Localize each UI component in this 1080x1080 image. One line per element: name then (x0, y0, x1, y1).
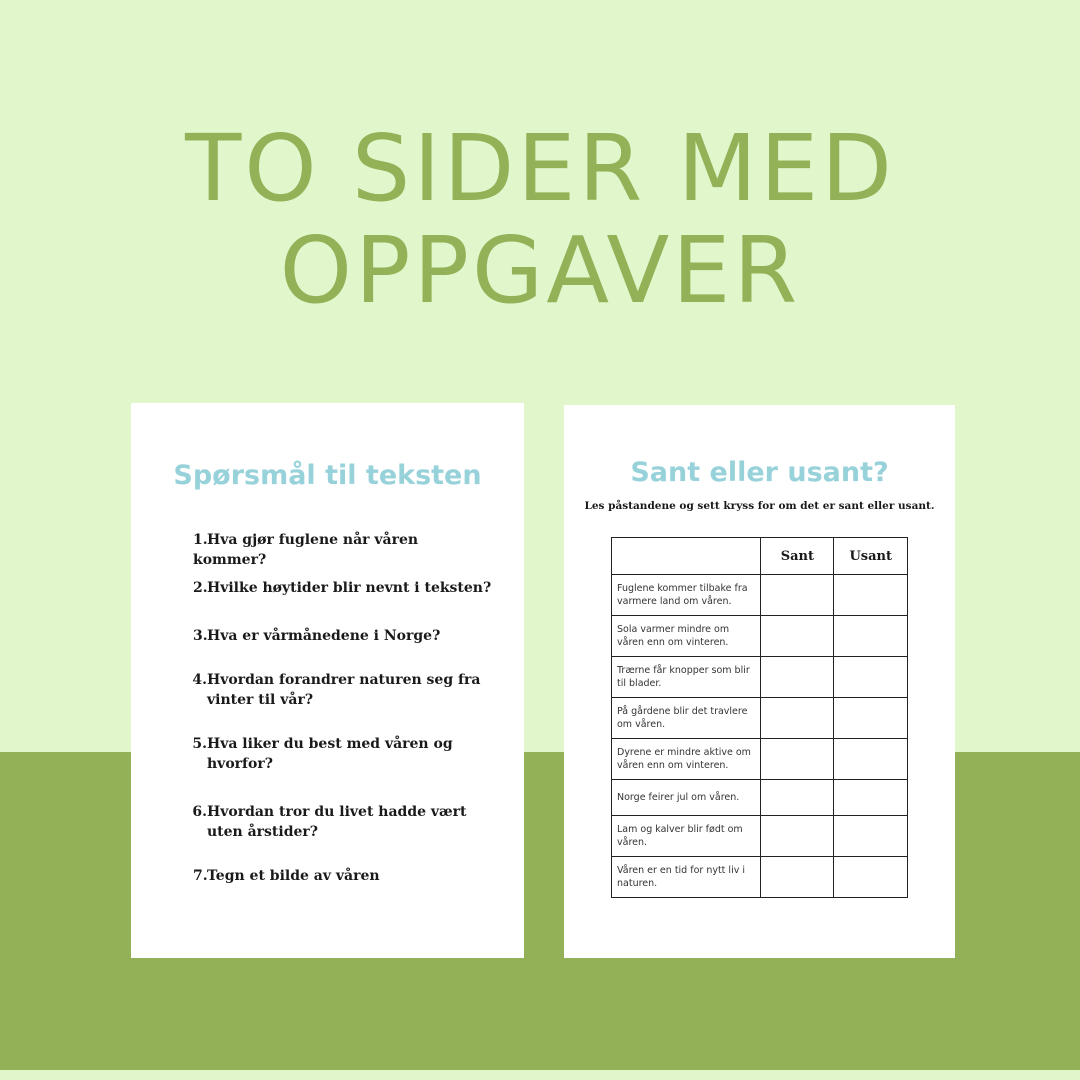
true-false-instruction: Les påstandene og sett kryss for om det er sant eller usant. (584, 500, 935, 512)
true-checkbox-cell[interactable] (761, 575, 834, 616)
question-item (193, 866, 493, 886)
question-number: 6. (192, 804, 207, 820)
statement-cell: Sola varmer mindre om våren enn om vinteren. (612, 616, 761, 657)
true-checkbox-cell[interactable] (761, 857, 834, 898)
table-row (612, 780, 908, 816)
true-checkbox-cell[interactable] (761, 780, 834, 816)
statement-cell: På gårdene blir det travlere om våren. (612, 698, 761, 739)
true-checkbox-cell[interactable] (761, 739, 834, 780)
table-row (612, 657, 908, 698)
question-text: Hvilke høytider blir nevnt i teksten? (207, 580, 492, 596)
question-text: Hva er vårmånedene i Norge? (207, 628, 441, 644)
false-checkbox-cell[interactable] (834, 780, 908, 816)
question-item (193, 626, 493, 646)
question-text: Hva gjør fuglene når våren kommer? (193, 532, 419, 568)
question-text: Tegn et bilde av våren (207, 868, 380, 884)
question-number: 4. (192, 672, 207, 688)
question-item (193, 530, 493, 570)
table-row (612, 698, 908, 739)
false-checkbox-cell[interactable] (834, 575, 908, 616)
headline-line-2: OPPGAVER (279, 217, 801, 324)
questions-sheet-title: Spørsmål til teksten (173, 460, 482, 491)
question-number: 3. (193, 628, 208, 644)
table-row (612, 739, 908, 780)
true-checkbox-cell[interactable] (761, 698, 834, 739)
true-column-header: Sant (761, 538, 834, 575)
true-checkbox-cell[interactable] (761, 616, 834, 657)
true-false-sheet-title: Sant eller usant? (630, 457, 889, 488)
question-number: 7. (193, 868, 208, 884)
statement-cell: Lam og kalver blir født om våren. (612, 816, 761, 857)
question-number: 1. (193, 532, 208, 548)
false-checkbox-cell[interactable] (834, 857, 908, 898)
table-row (612, 816, 908, 857)
question-item (193, 734, 467, 774)
true-false-sheet (564, 405, 955, 958)
false-checkbox-cell[interactable] (834, 616, 908, 657)
statement-cell: Trærne får knopper som blir til blader. (612, 657, 761, 698)
question-item (193, 802, 477, 842)
true-checkbox-cell[interactable] (761, 657, 834, 698)
question-text: Hva liker du best med våren og hvorfor? (207, 736, 453, 772)
bottom-edge-strip (0, 1070, 1080, 1080)
statement-cell: Norge feirer jul om våren. (612, 780, 761, 816)
table-row (612, 857, 908, 898)
question-text: Hvordan tror du livet hadde vært uten årstider? (207, 804, 467, 840)
question-item (193, 578, 493, 598)
question-text: Hvordan forandrer naturen seg fra vinter til vår? (207, 672, 481, 708)
table-header-row (612, 538, 908, 575)
false-checkbox-cell[interactable] (834, 739, 908, 780)
false-checkbox-cell[interactable] (834, 698, 908, 739)
statement-cell: Dyrene er mindre aktive om våren enn om vinteren. (612, 739, 761, 780)
table-row (612, 575, 908, 616)
statement-cell: Fuglene kommer tilbake fra varmere land om våren. (612, 575, 761, 616)
statement-cell: Våren er en tid for nytt liv i naturen. (612, 857, 761, 898)
table-row (612, 616, 908, 657)
false-checkbox-cell[interactable] (834, 816, 908, 857)
statement-column-header (612, 538, 761, 575)
false-column-header: Usant (834, 538, 908, 575)
headline-line-1: TO SIDER MED (185, 115, 895, 222)
false-checkbox-cell[interactable] (834, 657, 908, 698)
question-item (193, 670, 487, 710)
questions-sheet (131, 403, 524, 958)
question-number: 5. (192, 736, 207, 752)
true-false-table (611, 537, 908, 898)
true-checkbox-cell[interactable] (761, 816, 834, 857)
headline (0, 115, 1080, 324)
question-number: 2. (193, 580, 208, 596)
